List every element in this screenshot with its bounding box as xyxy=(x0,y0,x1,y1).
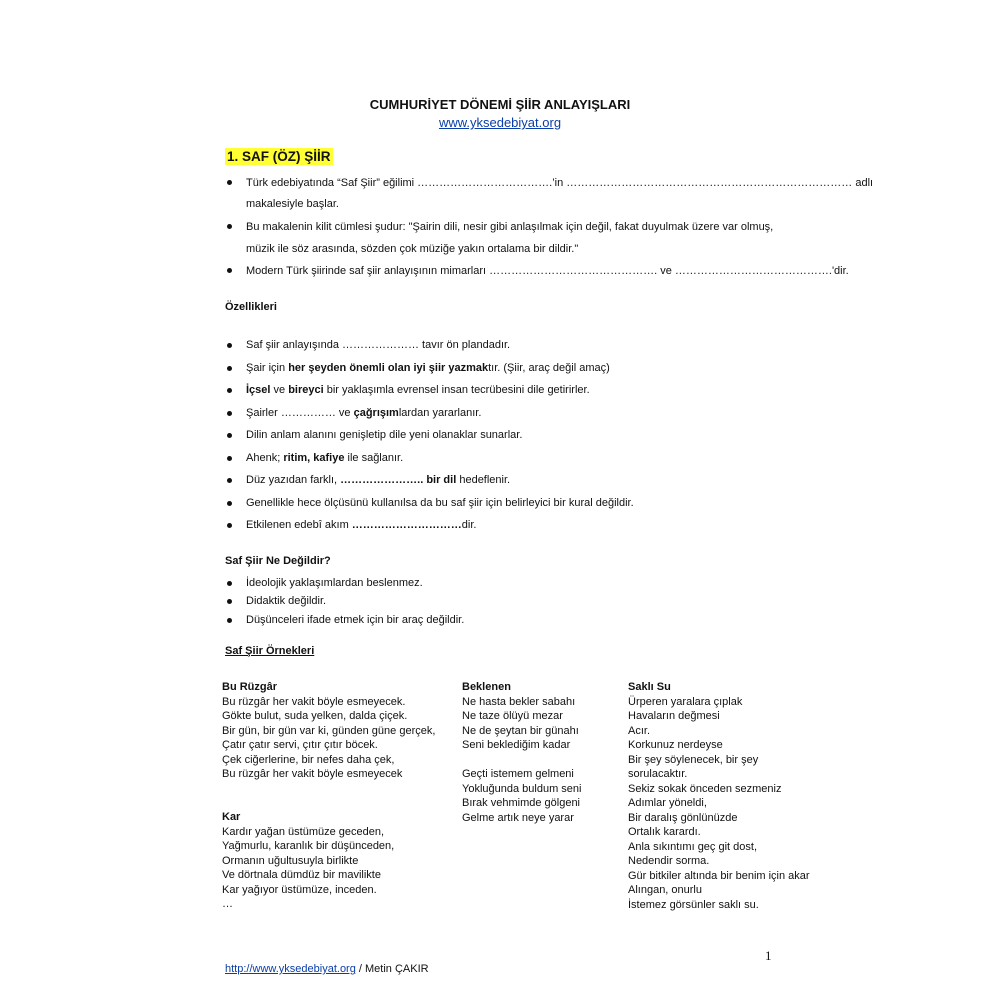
poem-line: Bir şey söylenecek, bir şey xyxy=(628,753,759,766)
not-pure-1: İdeolojik yaklaşımlardan beslenmez. xyxy=(246,577,423,589)
poem-line: Ormanın uğultusuyla birlikte xyxy=(222,854,359,867)
poem-line: Nedendir sorma. xyxy=(628,855,710,867)
poem-line: Ne hasta bekler sabahı xyxy=(462,695,576,708)
poem-line: Ürperen yaralara çıplak xyxy=(628,695,743,708)
intro-bullet-3: Modern Türk şiirinde saf şiir anlayışının mimarları ………………………………………. ve …………………………………….'dir. xyxy=(246,265,849,277)
poem-line: İstemez görsünler saklı su. xyxy=(628,898,759,911)
poem-line: Bu rüzgâr her vakit böyle esmeyecek. xyxy=(222,695,406,708)
poem-line: Kardır yağan üstümüze geceden, xyxy=(222,825,385,838)
poem-line: Çatır çatır servi, çıtır çıtır böcek. xyxy=(222,739,378,751)
feature-8: Genellikle hece ölçüsünü kullanılsa da bu saf şiir için belirleyici bir kural değildir. xyxy=(246,497,634,509)
poem-line: Çek ciğerlerine, bir nefes daha çek, xyxy=(222,753,395,766)
bullet-dot xyxy=(227,501,232,506)
poem-line: Bu rüzgâr her vakit böyle esmeyecek xyxy=(222,768,403,780)
bullet-dot xyxy=(227,581,232,586)
bullet-dot xyxy=(227,388,232,393)
poem-line: Ne de şeytan bir günahı xyxy=(462,724,579,737)
bullet-dot xyxy=(227,224,232,229)
page-number: 1 xyxy=(765,948,772,963)
poem-line: Anla sıkıntımı geç git dost, xyxy=(628,840,758,853)
poem-line: Adımlar yöneldi, xyxy=(628,797,707,809)
poem-line: Korkunuz nerdeyse xyxy=(628,739,723,751)
site-link-text[interactable]: www.yksedebiyat.org xyxy=(438,115,562,130)
poem-line: Sekiz sokak önceden sezmeniz xyxy=(628,782,782,795)
poem-line: Ne taze ölüyü mezar xyxy=(462,710,563,722)
poem-line: Ve dörtnala dümdüz bir mavilikte xyxy=(222,869,381,881)
bullet-dot xyxy=(227,599,232,604)
poem-title: Bu Rüzgâr xyxy=(222,681,277,693)
feature-4: Şairler …………… ve çağrışımlardan yararlanır. xyxy=(246,407,482,419)
poem-line: Acır. xyxy=(628,724,651,737)
feature-5: Dilin anlam alanını genişletip dile yeni olanaklar sunarlar. xyxy=(246,429,523,441)
not-pure-heading: Saf Şiir Ne Değildir? xyxy=(225,555,331,567)
poem-line: Gelme artık neye yarar xyxy=(462,811,574,824)
footer-author: / Metin ÇAKIR xyxy=(355,963,429,975)
not-pure-2: Didaktik değildir. xyxy=(246,595,327,607)
examples-heading: Saf Şiir Örnekleri xyxy=(225,645,315,657)
poem-line: Havaların değmesi xyxy=(628,710,720,722)
poem-beklenen xyxy=(462,680,581,825)
features-heading: Özellikleri xyxy=(225,301,277,313)
poem-title: Saklı Su xyxy=(628,681,671,693)
intro-bullet-2-line-1: Bu makalenin kilit cümlesi şudur: "Şairin dili, nesir gibi anlaşılmak için değil, fakat duyulmak üzere var olmuş, xyxy=(246,221,774,233)
bullet-dot xyxy=(227,433,232,438)
bullet-dot xyxy=(227,411,232,416)
poem-line: Bir gün, bir gün var ki, günden güne gerçek, xyxy=(222,724,436,737)
poem-line: Alıngan, onurlu xyxy=(628,884,702,896)
poem-line: Kar yağıyor üstümüze, inceden. xyxy=(222,883,377,896)
intro-bullet-2-line-2: müzik ile söz arasında, sözden çok müziğe yakın ortalama bir dildir." xyxy=(246,243,579,255)
poem-line: Bırak vehmimde gölgeni xyxy=(462,797,581,809)
poem-line: Bir daralış gönlünüzde xyxy=(628,811,738,824)
poem-line: Yokluğunda buldum seni xyxy=(462,782,582,795)
site-link-header[interactable] xyxy=(0,115,1000,130)
feature-6: Ahenk; ritim, kafiye ile sağlanır. xyxy=(246,452,404,464)
poem-line: Gür bitkiler altında bir benim için akar xyxy=(628,869,810,882)
intro-bullet-1-line-1: Türk edebiyatında “Saf Şiir” eğilimi ……………………………….’in …………………………………………………………………… adlı xyxy=(246,177,874,189)
bullet-dot xyxy=(227,618,232,623)
poem-bu-ruzgar xyxy=(222,680,435,782)
poem-line xyxy=(462,753,581,768)
poem-kar xyxy=(222,810,394,912)
footer xyxy=(225,963,429,975)
bullet-dot xyxy=(227,180,232,185)
section-heading: 1. SAF (ÖZ) ŞİİR xyxy=(227,149,331,164)
bullet-dot xyxy=(227,523,232,528)
bullet-dot xyxy=(227,343,232,348)
poem-line: Ortalık karardı. xyxy=(628,826,701,838)
feature-2: Şair için her şeyden önemli olan iyi şiir yazmaktır. (Şiir, araç değil amaç) xyxy=(246,362,610,374)
poem-line: Gökte bulut, suda yelken, dalda çiçek. xyxy=(222,710,408,722)
footer-link[interactable]: http://www.yksedebiyat.org xyxy=(225,963,356,975)
bullet-dot xyxy=(227,456,232,461)
bullet-dot xyxy=(227,478,232,483)
feature-3: İçsel ve bireyci bir yaklaşımla evrensel insan tecrübesini dile getirirler. xyxy=(246,384,590,396)
poem-line: Geçti istemem gelmeni xyxy=(462,768,574,780)
page-title: CUMHURİYET DÖNEMİ ŞİİR ANLAYIŞLARI xyxy=(369,97,631,112)
bullet-dot xyxy=(227,366,232,371)
feature-1: Saf şiir anlayışında ………………… tavır ön plandadır. xyxy=(246,339,511,351)
poem-line: Yağmurlu, karanlık bir düşünceden, xyxy=(222,840,395,852)
poem-sakli-su xyxy=(628,680,810,912)
poem-line: Seni beklediğim kadar xyxy=(462,739,571,751)
poem-line: … xyxy=(222,898,233,910)
poem-title: Kar xyxy=(222,811,241,823)
poem-line: sorulacaktır. xyxy=(628,768,688,780)
bullet-dot xyxy=(227,268,232,273)
poem-title: Beklenen xyxy=(462,681,511,693)
feature-7: Düz yazıdan farklı, ………………….. bir dil hedeflenir. xyxy=(246,474,511,486)
not-pure-3: Düşünceleri ifade etmek için bir araç değildir. xyxy=(246,614,465,626)
feature-9: Etkilenen edebî akım …………………………dir. xyxy=(246,519,477,531)
intro-bullet-1-line-2: makalesiyle başlar. xyxy=(246,198,339,210)
